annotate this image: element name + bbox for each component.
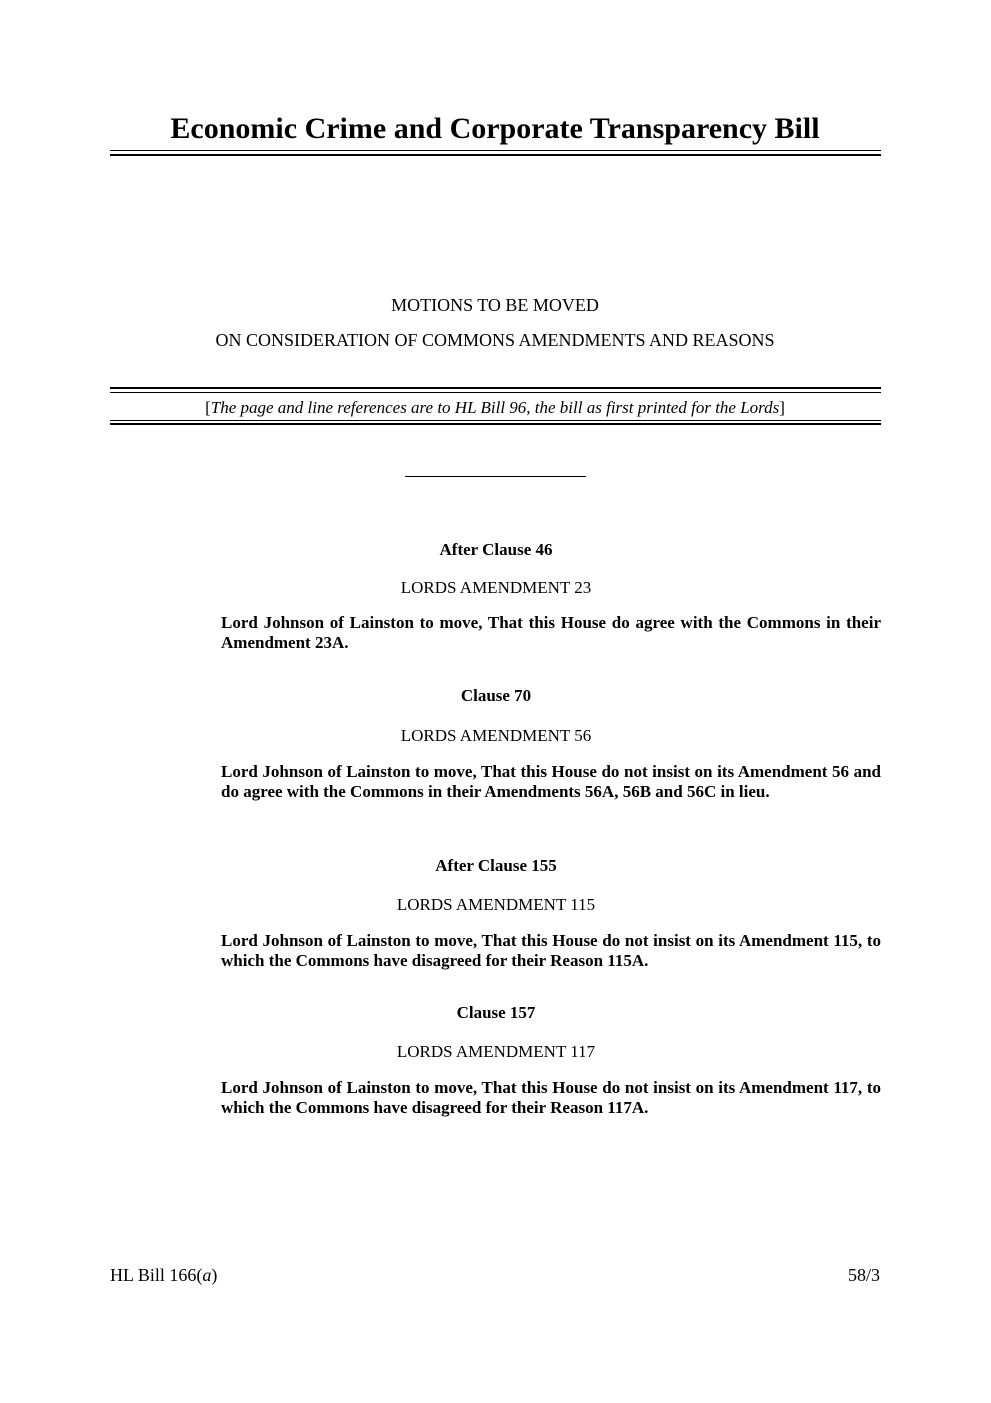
motion-text: Lord Johnson of Lainston to move, That this House do not insist on its Amendment 115, to which the Commons have disagreed for their Reason 115A. [221, 931, 881, 970]
title-rule-thin [110, 150, 881, 151]
section-heading: After Clause 155 [435, 856, 557, 875]
bill-italic: a [202, 1265, 212, 1285]
note-text: The page and line references are to HL Bill 96, the bill as first printed for the Lords [210, 398, 780, 417]
bracket-close: ] [779, 398, 785, 417]
motion-text: Lord Johnson of Lainston to move, That this House do agree with the Commons in their Amendment 23A. [221, 613, 881, 652]
note-rule-top-thin [110, 392, 881, 393]
note-rule-top-thick [110, 387, 881, 389]
note-rule-bottom-thin [110, 420, 881, 421]
subtitle-line1: MOTIONS TO BE MOVED [391, 295, 599, 315]
bill-prefix: HL Bill 166( [110, 1265, 203, 1285]
bill-number [110, 1265, 217, 1286]
section-heading: Clause 157 [456, 1003, 536, 1022]
title-rule-thick [110, 154, 881, 156]
bracket-open: [ [205, 398, 211, 417]
bill-suffix: ) [211, 1265, 218, 1285]
page-reference-note [110, 398, 880, 418]
section-heading: After Clause 46 [439, 540, 553, 559]
subtitle-line2: ON CONSIDERATION OF COMMONS AMENDMENTS AND REASONS [215, 330, 775, 350]
document-title: Economic Crime and Corporate Transparency Bill [170, 112, 820, 145]
amendment-label: LORDS AMENDMENT 115 [396, 895, 596, 914]
page-code: 58/3 [847, 1265, 880, 1285]
note-rule-bottom-thick [110, 423, 881, 425]
amendment-label: LORDS AMENDMENT 117 [396, 1042, 596, 1061]
amendment-label: LORDS AMENDMENT 56 [400, 726, 592, 745]
separator-rule [405, 476, 586, 477]
section-heading: Clause 70 [460, 686, 532, 705]
motion-text: Lord Johnson of Lainston to move, That this House do not insist on its Amendment 56 and do agree with the Commons in their Amendments 56A, 56B and 56C in lieu. [221, 762, 881, 801]
motion-text: Lord Johnson of Lainston to move, That this House do not insist on its Amendment 117, to which the Commons have disagreed for their Reason 117A. [221, 1078, 881, 1117]
amendment-label: LORDS AMENDMENT 23 [400, 578, 592, 597]
